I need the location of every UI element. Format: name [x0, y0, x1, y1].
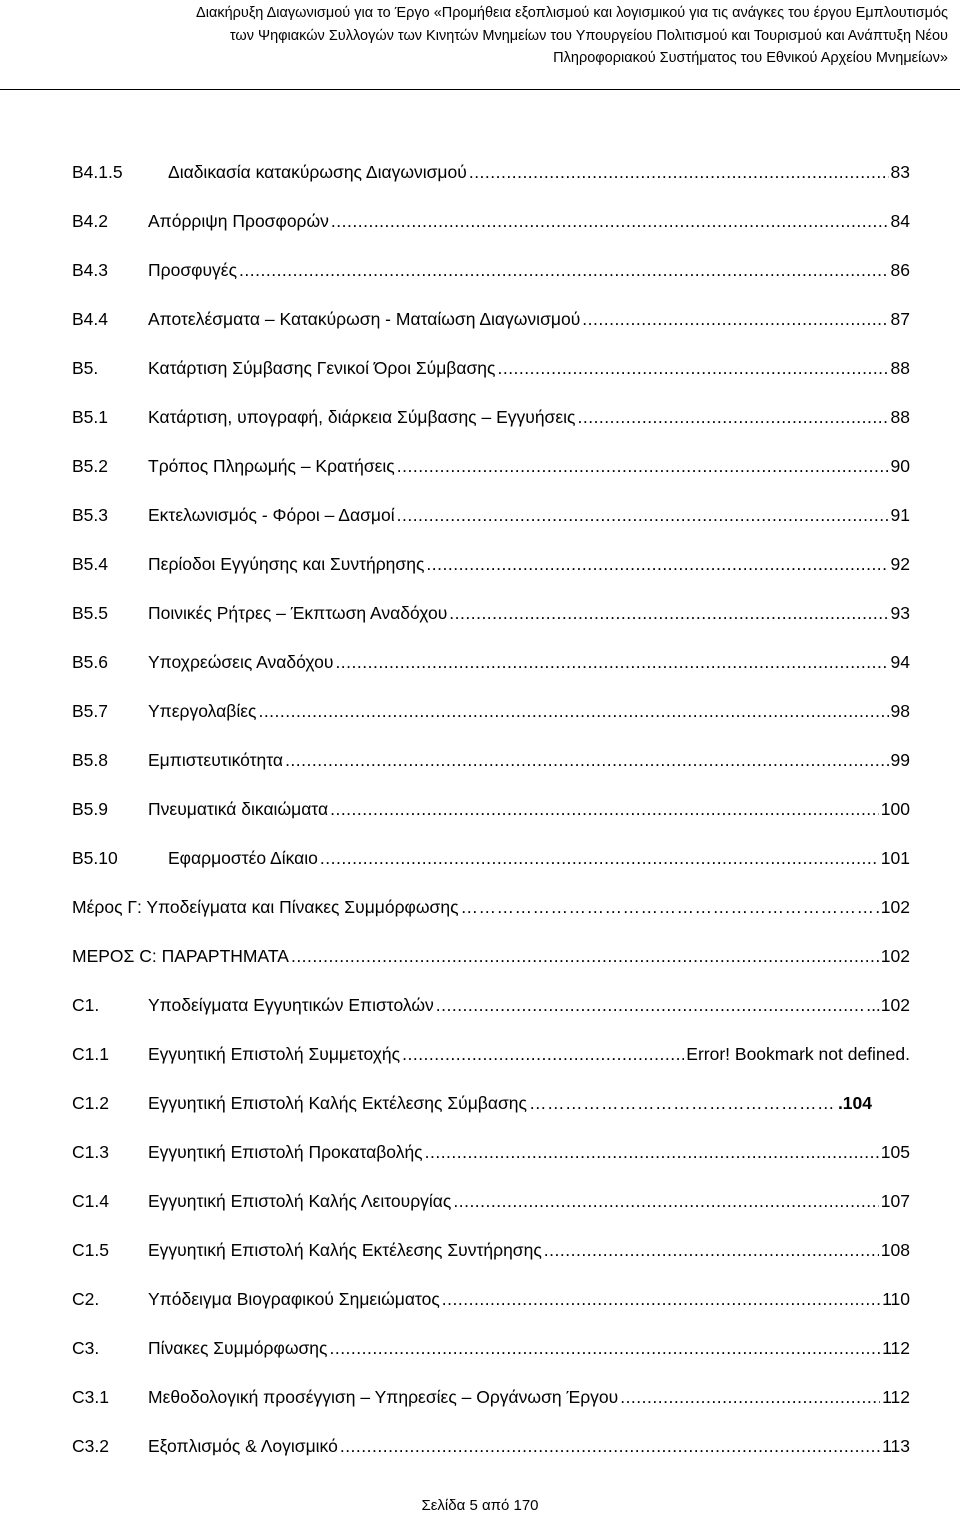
- toc-entry-title: Περίοδοι Εγγύησης και Συντήρησης: [148, 554, 425, 574]
- toc-entry-title: Τρόπος Πληρωμής – Κρατήσεις: [148, 456, 395, 476]
- toc-entry-number: B5.8: [72, 750, 108, 770]
- toc-entry-title: Πνευματικά δικαιώματα: [148, 799, 329, 819]
- toc-entry-page: 112: [882, 1387, 910, 1407]
- toc-entry-page: 107: [880, 1191, 910, 1211]
- toc-entry-page: 88: [890, 407, 910, 427]
- dot-leader: [497, 358, 888, 379]
- dot-leader: [239, 260, 889, 281]
- dot-leader: [425, 1142, 879, 1163]
- toc-entry-number: C1.2: [72, 1093, 109, 1113]
- toc-entry[interactable]: [72, 785, 910, 834]
- toc-entry-page: 87: [890, 309, 910, 329]
- toc-entry-number: B4.1.5: [72, 162, 123, 182]
- toc-entry-page: 112: [882, 1338, 910, 1358]
- toc-entry-page: 98: [890, 701, 910, 721]
- toc-entry-number: C1.5: [72, 1240, 109, 1260]
- toc-entry-page: Error! Bookmark not defined.: [686, 1044, 910, 1064]
- toc-entry[interactable]: [72, 1030, 910, 1079]
- dot-leader: [620, 1387, 880, 1408]
- header-line-1: Διακήρυξη Διαγωνισμού για το Έργο «Προμήθεια εξοπλισμού και λογισμικού για τις ανάγκες του έργου Εμπλουτισμός: [196, 5, 948, 21]
- toc-entry[interactable]: [72, 393, 910, 442]
- toc-entry-number: B5.9: [72, 799, 108, 819]
- table-of-contents: [72, 148, 910, 1471]
- toc-entry-page: 102: [880, 946, 910, 966]
- toc-entry-page: 108: [880, 1240, 910, 1260]
- dot-leader: [426, 554, 888, 575]
- dot-leader: [397, 456, 889, 477]
- dot-leader: [469, 162, 889, 183]
- toc-entry-title: Ποινικές Ρήτρες – Έκπτωση Αναδόχου: [148, 603, 448, 623]
- page-number-footer: Σελίδα 5 από 170: [421, 1497, 539, 1514]
- toc-entry-page: 113: [882, 1436, 910, 1456]
- toc-entry-title: Προσφυγές: [148, 260, 238, 280]
- toc-entry-page: ...102: [866, 995, 910, 1015]
- toc-entry-title: Εγγυητική Επιστολή Καλής Εκτέλεσης Συντήρησης: [148, 1240, 542, 1260]
- toc-entry-title: Εφαρμοστέο Δίκαιο: [168, 848, 318, 868]
- toc-entry-title: Εξοπλισμός & Λογισμικό: [148, 1436, 338, 1456]
- toc-entry-title: Μέρος Γ: Υποδείγματα και Πίνακες Συμμόρφωσης: [72, 897, 459, 917]
- toc-entry[interactable]: [72, 1324, 910, 1373]
- toc-entry-number: B4.2: [72, 211, 108, 231]
- toc-entry-title: Υποδείγματα Εγγυητικών Επιστολών: [148, 995, 434, 1015]
- dot-leader: [340, 1436, 880, 1457]
- toc-entry[interactable]: [72, 1128, 910, 1177]
- toc-entry-title: Αποτελέσματα – Κατακύρωση - Ματαίωση Διαγωνισμού: [148, 309, 581, 329]
- toc-entry-number: B5.1: [72, 407, 108, 427]
- toc-entry-page: 99: [890, 750, 910, 770]
- toc-part-entry[interactable]: [72, 932, 910, 981]
- toc-entry[interactable]: [72, 295, 910, 344]
- header-line-2: των Ψηφιακών Συλλογών των Κινητών Μνημείων του Υπουργείου Πολιτισμού και Τουρισμού και Ανάπτυξη Νέου: [229, 27, 948, 44]
- toc-entry-title: Εγγυητική Επιστολή Προκαταβολής: [148, 1142, 423, 1162]
- toc-entry-number: B4.3: [72, 260, 108, 280]
- dot-leader: [330, 799, 879, 820]
- toc-entry-title: Εκτελωνισμός - Φόροι – Δασμοί: [148, 505, 395, 525]
- toc-entry[interactable]: [72, 589, 910, 638]
- dot-leader: [436, 995, 864, 1016]
- toc-entry-number: C1.4: [72, 1191, 109, 1211]
- toc-entry-page: 83: [890, 162, 910, 182]
- toc-entry-page: 93: [890, 603, 910, 623]
- toc-entry[interactable]: [72, 540, 910, 589]
- toc-entry-title: Απόρριψη Προσφορών: [148, 211, 329, 231]
- toc-entry[interactable]: [72, 981, 910, 1030]
- toc-entry-page: 84: [890, 211, 910, 231]
- dot-leader: [449, 603, 888, 624]
- toc-entry[interactable]: [72, 344, 910, 393]
- dot-leader: [320, 848, 879, 869]
- dot-leader: [529, 1093, 836, 1114]
- toc-entry-page: 94: [890, 652, 910, 672]
- toc-entry-page: 91: [890, 505, 910, 525]
- toc-entry[interactable]: [72, 834, 910, 883]
- toc-entry-number: B5.6: [72, 652, 108, 672]
- toc-entry-page: 105: [880, 1142, 910, 1162]
- toc-entry-page: 110: [882, 1289, 910, 1309]
- toc-entry[interactable]: [72, 1079, 872, 1128]
- toc-entry-number: C1.1: [72, 1044, 109, 1064]
- toc-entry-title: Υποχρεώσεις Αναδόχου: [148, 652, 334, 672]
- toc-entry-page: 102: [880, 897, 910, 917]
- toc-part-entry[interactable]: [72, 883, 910, 932]
- toc-entry-number: B5.7: [72, 701, 108, 721]
- toc-entry-number: B5.10: [72, 848, 118, 868]
- toc-entry[interactable]: [72, 1275, 910, 1324]
- toc-entry[interactable]: [72, 442, 910, 491]
- toc-entry[interactable]: [72, 1422, 910, 1471]
- toc-entry-page: .104: [837, 1093, 872, 1113]
- dot-leader: [453, 1191, 878, 1212]
- toc-entry-number: C3.1: [72, 1387, 109, 1407]
- toc-entry-number: B5.5: [72, 603, 108, 623]
- dot-leader: [582, 309, 888, 330]
- toc-entry-title: Πίνακες Συμμόρφωσης: [148, 1338, 328, 1358]
- header-line-3: Πληροφοριακού Συστήματος του Εθνικού Αρχείου Μνημείων»: [553, 50, 948, 66]
- toc-entry[interactable]: [72, 687, 910, 736]
- toc-entry-title: Εγγυητική Επιστολή Συμμετοχής: [148, 1044, 401, 1064]
- dot-leader: [291, 946, 879, 967]
- toc-entry-title: Εγγυητική Επιστολή Καλής Εκτέλεσης Σύμβασης: [148, 1093, 527, 1113]
- toc-entry-number: C3.2: [72, 1436, 109, 1456]
- dot-leader: [335, 652, 888, 673]
- toc-entry-number: C2.: [72, 1289, 100, 1309]
- toc-entry-title: Κατάρτιση, υπογραφή, διάρκεια Σύμβασης – Εγγυήσεις: [148, 407, 576, 427]
- toc-entry[interactable]: [72, 1177, 910, 1226]
- toc-entry-number: C3.: [72, 1338, 100, 1358]
- toc-entry-title: Διαδικασία κατακύρωσης Διαγωνισμού: [168, 162, 467, 182]
- toc-entry[interactable]: [72, 1373, 910, 1422]
- toc-entry-number: B5.: [72, 358, 99, 378]
- dot-leader: [442, 1289, 880, 1310]
- toc-entry-number: B5.2: [72, 456, 108, 476]
- toc-entry-title: Κατάρτιση Σύμβασης Γενικοί Όροι Σύμβασης: [148, 358, 496, 378]
- toc-entry-page: 90: [890, 456, 910, 476]
- dot-leader: [258, 701, 888, 722]
- toc-entry-title: Εγγυητική Επιστολή Καλής Λειτουργίας: [148, 1191, 452, 1211]
- toc-entry-page: 101: [880, 848, 910, 868]
- toc-entry-page: 86: [890, 260, 910, 280]
- dot-leader: [397, 505, 889, 526]
- toc-entry-page: 88: [890, 358, 910, 378]
- toc-entry[interactable]: [72, 197, 910, 246]
- toc-entry-page: 92: [890, 554, 910, 574]
- toc-entry[interactable]: [72, 1226, 910, 1275]
- toc-entry-title: ΜΕΡΟΣ C: ΠΑΡΑΡΤΗΜΑΤΑ: [72, 946, 289, 966]
- document-header: [0, 0, 960, 90]
- toc-entry[interactable]: [72, 491, 910, 540]
- toc-entry-page: 100: [880, 799, 910, 819]
- dot-leader: [329, 1338, 880, 1359]
- toc-entry-title: Μεθοδολογική προσέγγιση – Υπηρεσίες – Οργάνωση Έργου: [148, 1387, 619, 1407]
- toc-entry[interactable]: [72, 148, 910, 197]
- dot-leader: [285, 750, 888, 771]
- toc-entry-number: B4.4: [72, 309, 108, 329]
- dot-leader: [544, 1240, 879, 1261]
- toc-entry-number: C1.3: [72, 1142, 109, 1162]
- toc-entry-number: C1.: [72, 995, 100, 1015]
- toc-entry-title: Υπεργολαβίες: [148, 701, 257, 721]
- toc-entry[interactable]: [72, 638, 910, 687]
- toc-entry-number: B5.4: [72, 554, 108, 574]
- dot-leader: [402, 1044, 684, 1065]
- toc-entry-title: Εμπιστευτικότητα: [148, 750, 284, 770]
- dot-leader: [577, 407, 888, 428]
- toc-entry[interactable]: [72, 736, 910, 785]
- toc-entry[interactable]: [72, 246, 910, 295]
- toc-entry-number: B5.3: [72, 505, 108, 525]
- dot-leader: [461, 897, 879, 918]
- toc-entry-title: Υπόδειγμα Βιογραφικού Σημειώματος: [148, 1289, 440, 1309]
- dot-leader: [331, 211, 889, 232]
